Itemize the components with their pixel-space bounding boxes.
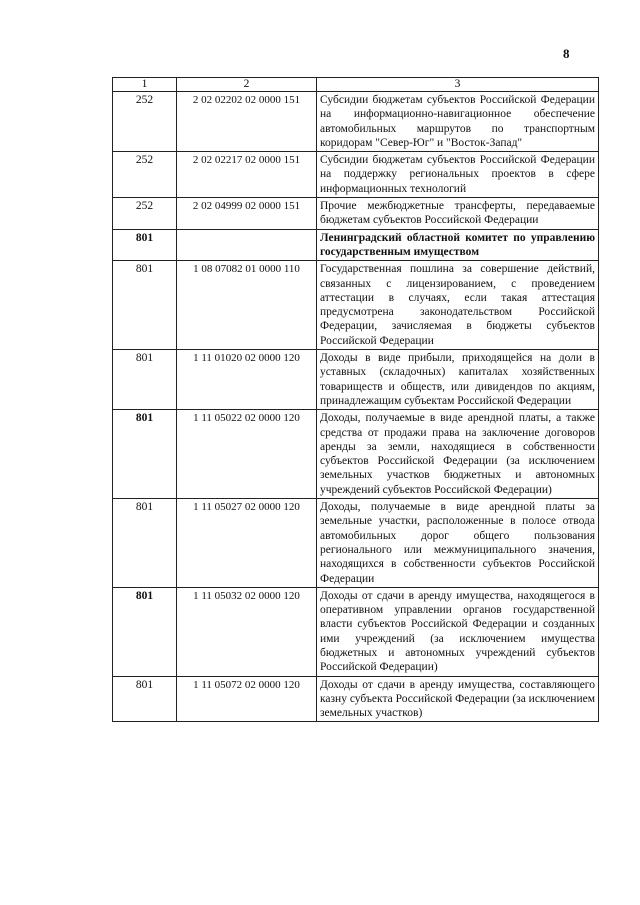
kbk-code-cell: 1 11 01020 02 0000 120 — [177, 350, 317, 410]
kbk-code-cell: 1 11 05027 02 0000 120 — [177, 499, 317, 588]
description-cell: Доходы, получаемые в виде арендной платы за земельные участки, расположенные в полосе отвода автомобильных дорог общего пользования регионального или межмуниципального значения, находящихся в собственности субъектов Российской Федерации — [317, 499, 599, 588]
admin-code-cell: 801 — [113, 676, 177, 722]
column-header-1: 1 — [113, 78, 177, 92]
description-cell: Доходы от сдачи в аренду имущества, находящегося в оперативном управлении органов государственной власти субъектов Российской Федерации и созданных ими учреждений (за исключением имущества бюджетных и автономных учреждений субъектов Российской Федерации) — [317, 587, 599, 676]
table-header-row — [113, 78, 599, 92]
kbk-code-cell: 2 02 02217 02 0000 151 — [177, 152, 317, 198]
table-row — [113, 92, 599, 152]
column-header-3: 3 — [317, 78, 599, 92]
admin-code-cell: 801 — [113, 229, 177, 261]
description-cell: Государственная пошлина за совершение действий, связанных с лицензированием, с проведением аттестации в случаях, если такая аттестация предусмотрена законодательством Российской Федерации, зачисляемая в бюджеты субъектов Российской Федерации — [317, 261, 599, 350]
table-row — [113, 350, 599, 410]
column-header-2: 2 — [177, 78, 317, 92]
kbk-code-cell: 2 02 02202 02 0000 151 — [177, 92, 317, 152]
description-cell: Прочие межбюджетные трансферты, передаваемые бюджетам субъектов Российской Федерации — [317, 198, 599, 230]
admin-code-cell: 801 — [113, 499, 177, 588]
table-row — [113, 229, 599, 261]
admin-code-cell: 252 — [113, 198, 177, 230]
admin-code-cell: 252 — [113, 92, 177, 152]
table-row — [113, 676, 599, 722]
kbk-code-cell: 2 02 04999 02 0000 151 — [177, 198, 317, 230]
table-row — [113, 410, 599, 499]
page-number: 8 — [563, 46, 570, 61]
kbk-code-cell: 1 08 07082 01 0000 110 — [177, 261, 317, 350]
description-cell: Доходы, получаемые в виде арендной платы, а также средства от продажи права на заключение договоров аренды за земли, находящиеся в собственности субъектов Российской Федерации (за исключением земельных участков бюджетных и автономных учреждений субъектов Российской Федерации) — [317, 410, 599, 499]
table-row — [113, 587, 599, 676]
admin-code-cell: 801 — [113, 587, 177, 676]
admin-code-cell: 801 — [113, 350, 177, 410]
admin-code-cell: 801 — [113, 410, 177, 499]
kbk-code-cell: 1 11 05072 02 0000 120 — [177, 676, 317, 722]
description-cell: Субсидии бюджетам субъектов Российской Федерации на информационно-навигационное обеспечение автомобильных маршрутов по транспортным коридорам "Север-Юг" и "Восток-Запад" — [317, 92, 599, 152]
description-cell: Доходы в виде прибыли, приходящейся на доли в уставных (складочных) капиталах хозяйственных товариществ и обществ, или дивидендов по акциям, принадлежащим субъектам Российской Федерации — [317, 350, 599, 410]
table-row — [113, 152, 599, 198]
description-cell: Ленинградский областной комитет по управлению государственным имуществом — [317, 229, 599, 261]
description-cell: Субсидии бюджетам субъектов Российской Федерации на поддержку региональных проектов в сфере информационных технологий — [317, 152, 599, 198]
table-row — [113, 499, 599, 588]
table-row — [113, 198, 599, 230]
table-body — [113, 92, 599, 722]
kbk-code-cell — [177, 229, 317, 261]
kbk-code-cell: 1 11 05022 02 0000 120 — [177, 410, 317, 499]
admin-code-cell: 252 — [113, 152, 177, 198]
description-cell: Доходы от сдачи в аренду имущества, составляющего казну субъекта Российской Федерации (за исключением земельных участков) — [317, 676, 599, 722]
admin-code-cell: 801 — [113, 261, 177, 350]
kbk-code-cell: 1 11 05032 02 0000 120 — [177, 587, 317, 676]
revenue-codes-table — [112, 77, 599, 722]
table-row — [113, 261, 599, 350]
